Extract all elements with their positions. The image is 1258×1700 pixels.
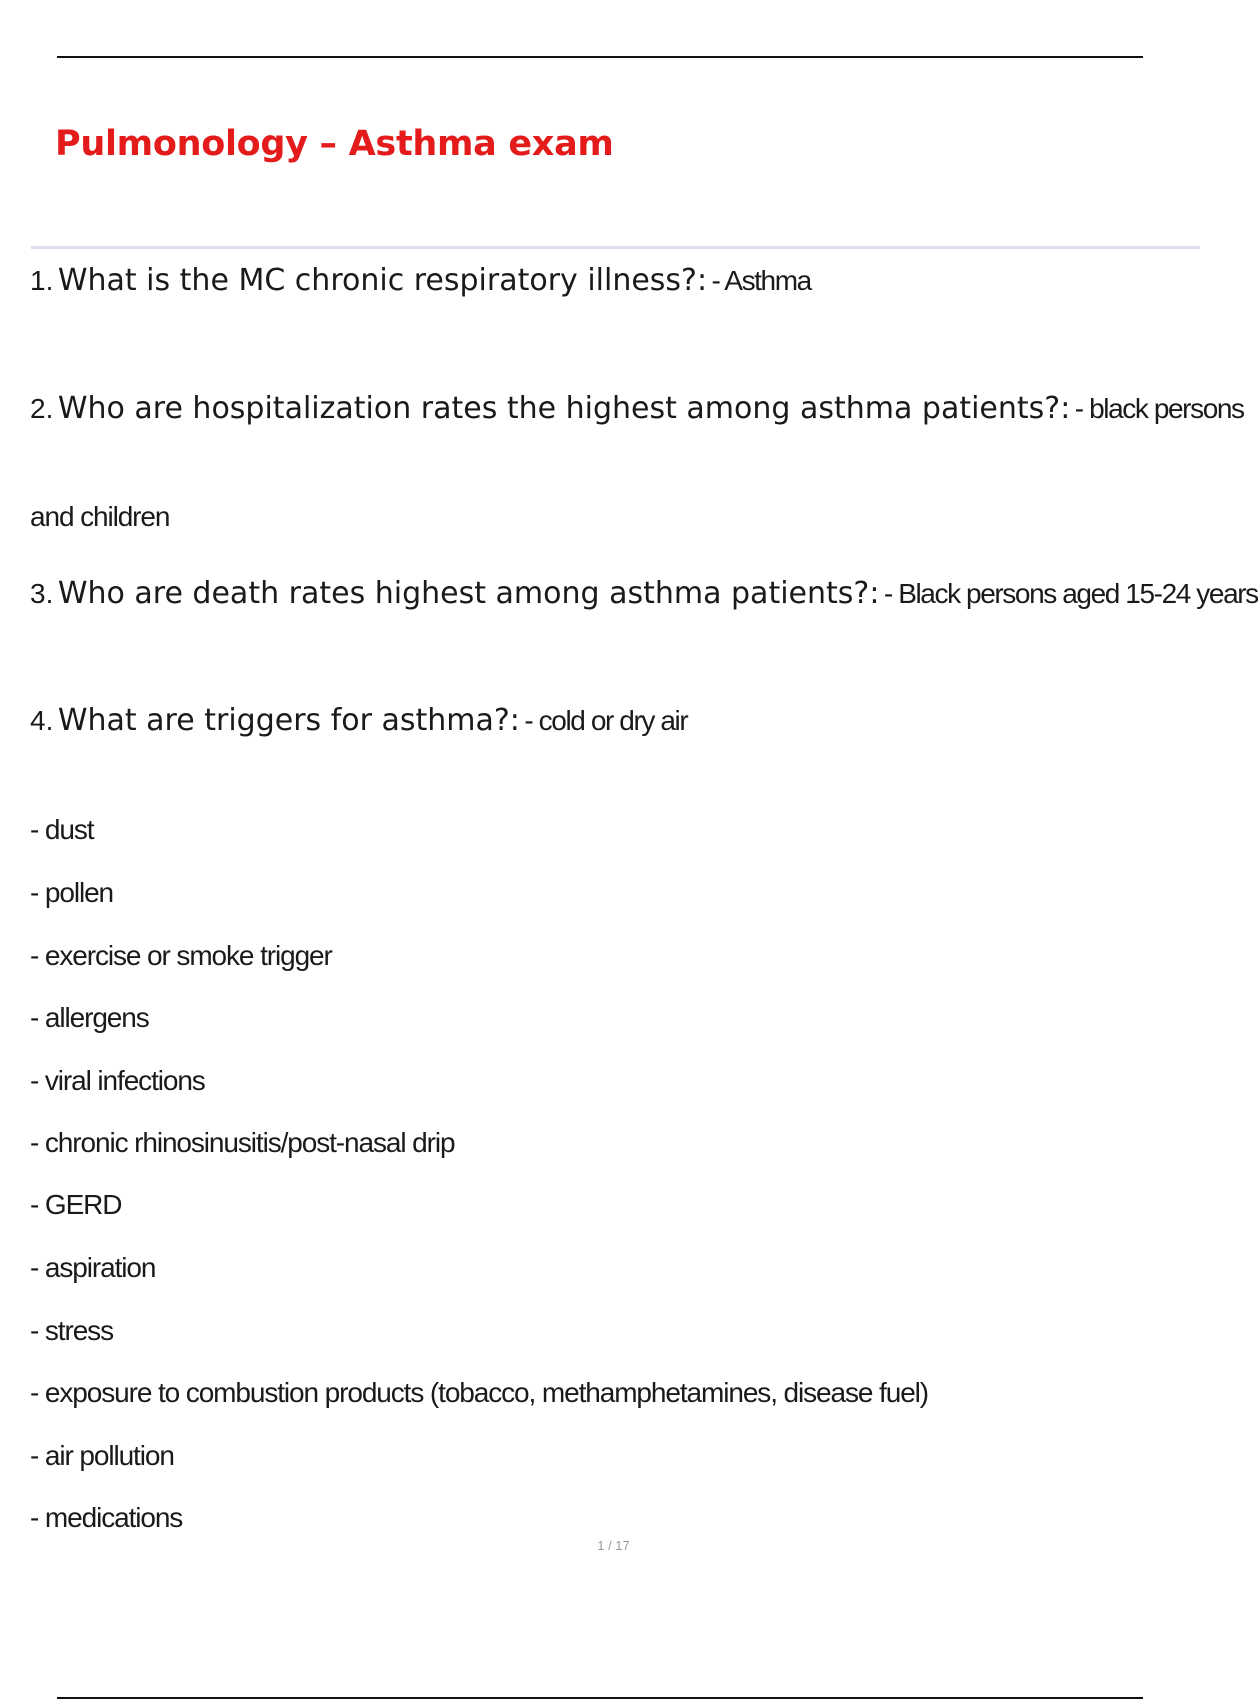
answer-text: - Asthma (711, 265, 811, 296)
question-text: Who are death rates highest among asthma patients?: (57, 576, 880, 611)
question-text: What is the MC chronic respiratory illness?: (57, 263, 708, 298)
list-item: - pollen (30, 877, 114, 908)
bottom-rule (57, 1697, 1143, 1699)
answer-continuation: and children (30, 501, 170, 532)
list-item: - GERD (30, 1189, 122, 1220)
list-item: - chronic rhinosinusitis/post-nasal drip (30, 1127, 455, 1158)
question-number: 2. (30, 393, 54, 424)
answer-text: - cold or dry air (524, 705, 688, 736)
title-divider (31, 246, 1200, 249)
question-1 (30, 263, 811, 298)
top-rule (57, 56, 1143, 58)
question-text: Who are hospitalization rates the highest among asthma patients?: (57, 391, 1071, 426)
list-item: - viral infections (30, 1065, 205, 1096)
question-number: 4. (30, 705, 54, 736)
page-number: 1 / 17 (597, 1538, 630, 1553)
list-item: - medications (30, 1502, 183, 1533)
question-3 (30, 576, 1258, 611)
question-number: 1. (30, 265, 54, 296)
question-text: What are triggers for asthma?: (57, 703, 520, 738)
list-item: - allergens (30, 1002, 149, 1033)
list-item: - aspiration (30, 1252, 156, 1283)
answer-text: - black persons (1074, 393, 1244, 424)
list-item: - stress (30, 1315, 113, 1346)
question-4 (30, 703, 688, 738)
list-item: - air pollution (30, 1440, 174, 1471)
question-number: 3. (30, 578, 54, 609)
list-item: - exposure to combustion products (tobacco, methamphetamines, disease fuel) (30, 1377, 929, 1408)
answer-text: - Black persons aged 15-24 years (883, 578, 1258, 609)
document-title: Pulmonology – Asthma exam (55, 124, 614, 164)
question-2 (30, 391, 1244, 426)
list-item: - exercise or smoke trigger (30, 940, 332, 971)
list-item: - dust (30, 814, 94, 845)
